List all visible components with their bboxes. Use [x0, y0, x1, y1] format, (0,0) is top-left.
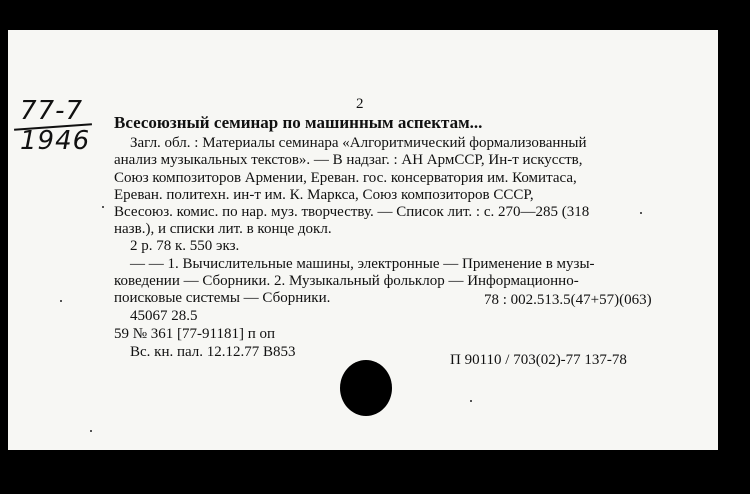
dust-speck: [640, 212, 642, 214]
dust-speck: [470, 400, 472, 402]
code-line: 45067 28.5: [130, 308, 198, 324]
body-line: Ереван. политехн. ин-т им. К. Маркса, Союз композиторов СССР,: [114, 187, 534, 203]
code-line: 59 № 361 [77-91181] п оп: [114, 326, 276, 342]
publisher-code: П 90110 / 703(02)-77 137-78: [450, 352, 627, 368]
subject-line: — — 1. Вычислительные машины, электронные — Применение в музы-: [130, 256, 595, 272]
card-title: Всесоюзный семинар по машинным аспектам...: [114, 113, 483, 132]
body-line: Союз композиторов Армении, Ереван. гос. консерватория им. Комитаса,: [114, 170, 577, 186]
page-number: 2: [356, 96, 364, 112]
body-line: назв.), и списки лит. в конце докл.: [114, 221, 332, 237]
handwritten-number-bottom: 1946: [20, 126, 91, 156]
body-line: Всесоюз. комис. по нар. муз. творчеству. — Список лит. : с. 270—285 (318: [114, 204, 590, 220]
ink-blot: [340, 360, 392, 416]
subject-line: поисковые системы — Сборники.: [114, 290, 331, 306]
subject-line: коведении — Сборники. 2. Музыкальный фольклор — Информационно-: [114, 273, 579, 289]
handwritten-number-top: 77-7: [20, 96, 84, 126]
body-line: Загл. обл. : Материалы семинара «Алгоритмический формализованный: [130, 135, 587, 151]
dust-speck: [60, 300, 62, 302]
price-line: 2 р. 78 к. 550 экз.: [130, 238, 240, 254]
scan-border-bottom: [0, 450, 750, 494]
scan-border-right: [718, 0, 750, 494]
dust-speck: [102, 206, 104, 208]
code-line: Вс. кн. пал. 12.12.77 В853: [130, 344, 296, 360]
body-line: анализ музыкальных текстов». — В надзаг. : АН АрмССР, Ин-т искусств,: [114, 152, 583, 168]
scan-border-top: [0, 0, 750, 30]
classification-code: 78 : 002.513.5(47+57)(063): [484, 292, 652, 308]
dust-speck: [90, 430, 92, 432]
